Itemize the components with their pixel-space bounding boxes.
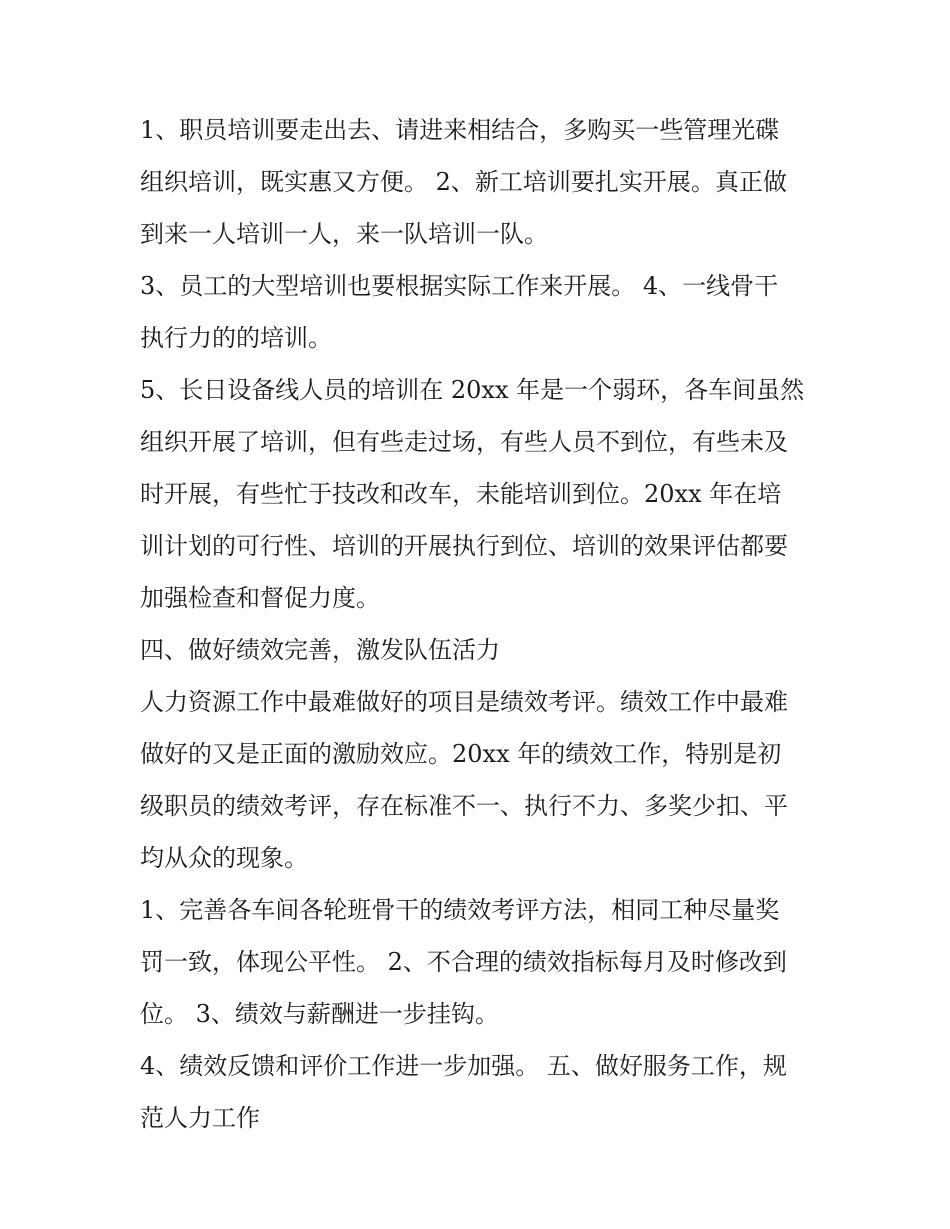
text-line: 级职员的绩效考评，存在标准不一、执行不力、多奖少扣、平 — [140, 792, 788, 820]
text-line: 组织开展了培训，但有些走过场，有些人员不到位，有些未及 — [140, 428, 788, 456]
text-line: 5、长日设备线人员的培训在 20xx 年是一个弱环，各车间虽然 — [140, 376, 805, 404]
text-line: 均从众的现象。 — [140, 844, 308, 872]
text-line: 人力资源工作中最难做好的项目是绩效考评。绩效工作中最难 — [140, 688, 788, 716]
paragraph-performance-items — [140, 884, 830, 1040]
section-heading: 四、做好绩效完善，激发队伍活力 — [140, 636, 500, 664]
text-line: 到来一人培训一人，来一队培训一队。 — [140, 220, 548, 248]
text-line: 3、员工的大型培训也要根据实际工作来开展。 4、一线骨干 — [140, 272, 779, 300]
text-line: 罚一致，体现公平性。 2、不合理的绩效指标每月及时修改到 — [140, 948, 787, 976]
text-line: 做好的又是正面的激励效应。20xx 年的绩效工作，特别是初 — [140, 740, 782, 768]
text-line: 1、职员培训要走出去、请进来相结合，多购买一些管理光碟 — [140, 116, 780, 144]
paragraph-performance-intro — [140, 676, 830, 884]
text-line: 4、绩效反馈和评价工作进一步加强。 五、做好服务工作，规 — [140, 1052, 787, 1080]
paragraph-training-5 — [140, 364, 830, 624]
text-line: 训计划的可行性、培训的开展执行到位、培训的效果评估都要 — [140, 532, 788, 560]
text-line: 位。 3、绩效与薪酬进一步挂钩。 — [140, 1000, 499, 1028]
text-line: 组织培训，既实惠又方便。 2、新工培训要扎实开展。真正做 — [140, 168, 787, 196]
text-line: 范人力工作 — [140, 1104, 260, 1132]
text-line: 加强检查和督促力度。 — [140, 584, 380, 612]
document-body — [140, 104, 830, 1144]
text-line: 时开展，有些忙于技改和改车，未能培训到位。20xx 年在培 — [140, 480, 782, 508]
paragraph-training-3 — [140, 260, 830, 364]
section-heading-performance — [140, 624, 830, 676]
paragraph-training-1 — [140, 104, 830, 260]
paragraph-feedback — [140, 1040, 830, 1144]
text-line: 1、完善各车间各轮班骨干的绩效考评方法，相同工种尽量奖 — [140, 896, 780, 924]
text-line: 执行力的的培训。 — [140, 324, 332, 352]
